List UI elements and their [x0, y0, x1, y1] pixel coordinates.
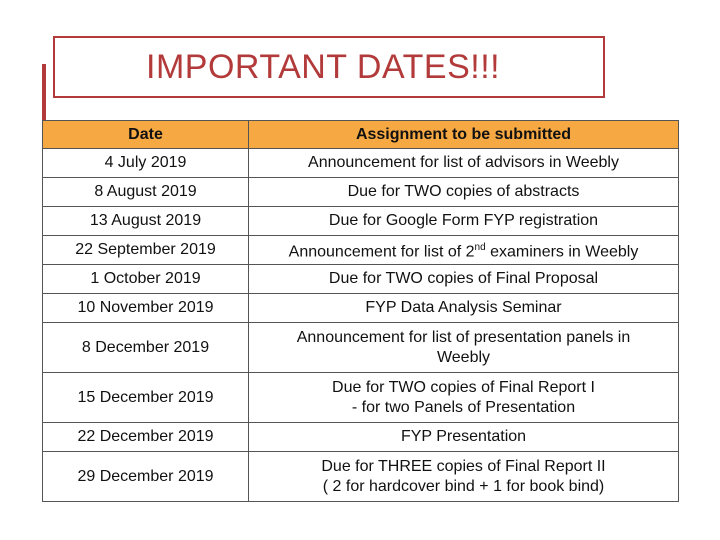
task-line: Announcement for list of presentation panels in	[296, 328, 631, 346]
task-text: Announcement for list of 2	[288, 243, 475, 261]
page-title: IMPORTANT DATES!!!	[146, 47, 501, 86]
row-date: 8 December 2019	[43, 323, 249, 373]
table-header-row	[43, 121, 679, 149]
table-row	[43, 452, 679, 502]
table-row	[43, 423, 679, 452]
row-task	[249, 236, 679, 265]
task-line: Due for THREE copies of Final Report II	[321, 457, 606, 475]
row-task: Due for TWO copies of Final Proposal	[249, 265, 679, 294]
row-date: 10 November 2019	[43, 294, 249, 323]
table-row	[43, 207, 679, 236]
task-text: examiners in Weebly	[485, 243, 639, 261]
row-date: 15 December 2019	[43, 373, 249, 423]
row-date: 22 September 2019	[43, 236, 249, 265]
table-row	[43, 373, 679, 423]
row-task	[249, 373, 679, 423]
row-task: Due for Google Form FYP registration	[249, 207, 679, 236]
table-row	[43, 236, 679, 265]
row-date: 29 December 2019	[43, 452, 249, 502]
accent-bar	[42, 64, 46, 122]
row-task: FYP Presentation	[249, 423, 679, 452]
header-date: Date	[43, 121, 249, 149]
dates-table	[42, 120, 679, 502]
row-task	[249, 452, 679, 502]
task-line: Weebly	[436, 348, 491, 366]
table-row	[43, 149, 679, 178]
row-date: 22 December 2019	[43, 423, 249, 452]
table-row	[43, 323, 679, 373]
table-row	[43, 294, 679, 323]
row-date: 8 August 2019	[43, 178, 249, 207]
task-superscript: nd	[474, 241, 486, 253]
row-task: FYP Data Analysis Seminar	[249, 294, 679, 323]
row-date: 1 October 2019	[43, 265, 249, 294]
row-task: Announcement for list of advisors in Weebly	[249, 149, 679, 178]
row-task: Due for TWO copies of abstracts	[249, 178, 679, 207]
table-row	[43, 178, 679, 207]
title-box	[53, 36, 605, 98]
row-task	[249, 323, 679, 373]
row-date: 13 August 2019	[43, 207, 249, 236]
row-date: 4 July 2019	[43, 149, 249, 178]
task-line: ( 2 for hardcover bind + 1 for book bind)	[322, 477, 605, 495]
header-assignment: Assignment to be submitted	[249, 121, 679, 149]
task-line: Due for TWO copies of Final Report I	[332, 378, 595, 396]
table-row	[43, 265, 679, 294]
task-line: - for two Panels of Presentation	[351, 398, 576, 416]
